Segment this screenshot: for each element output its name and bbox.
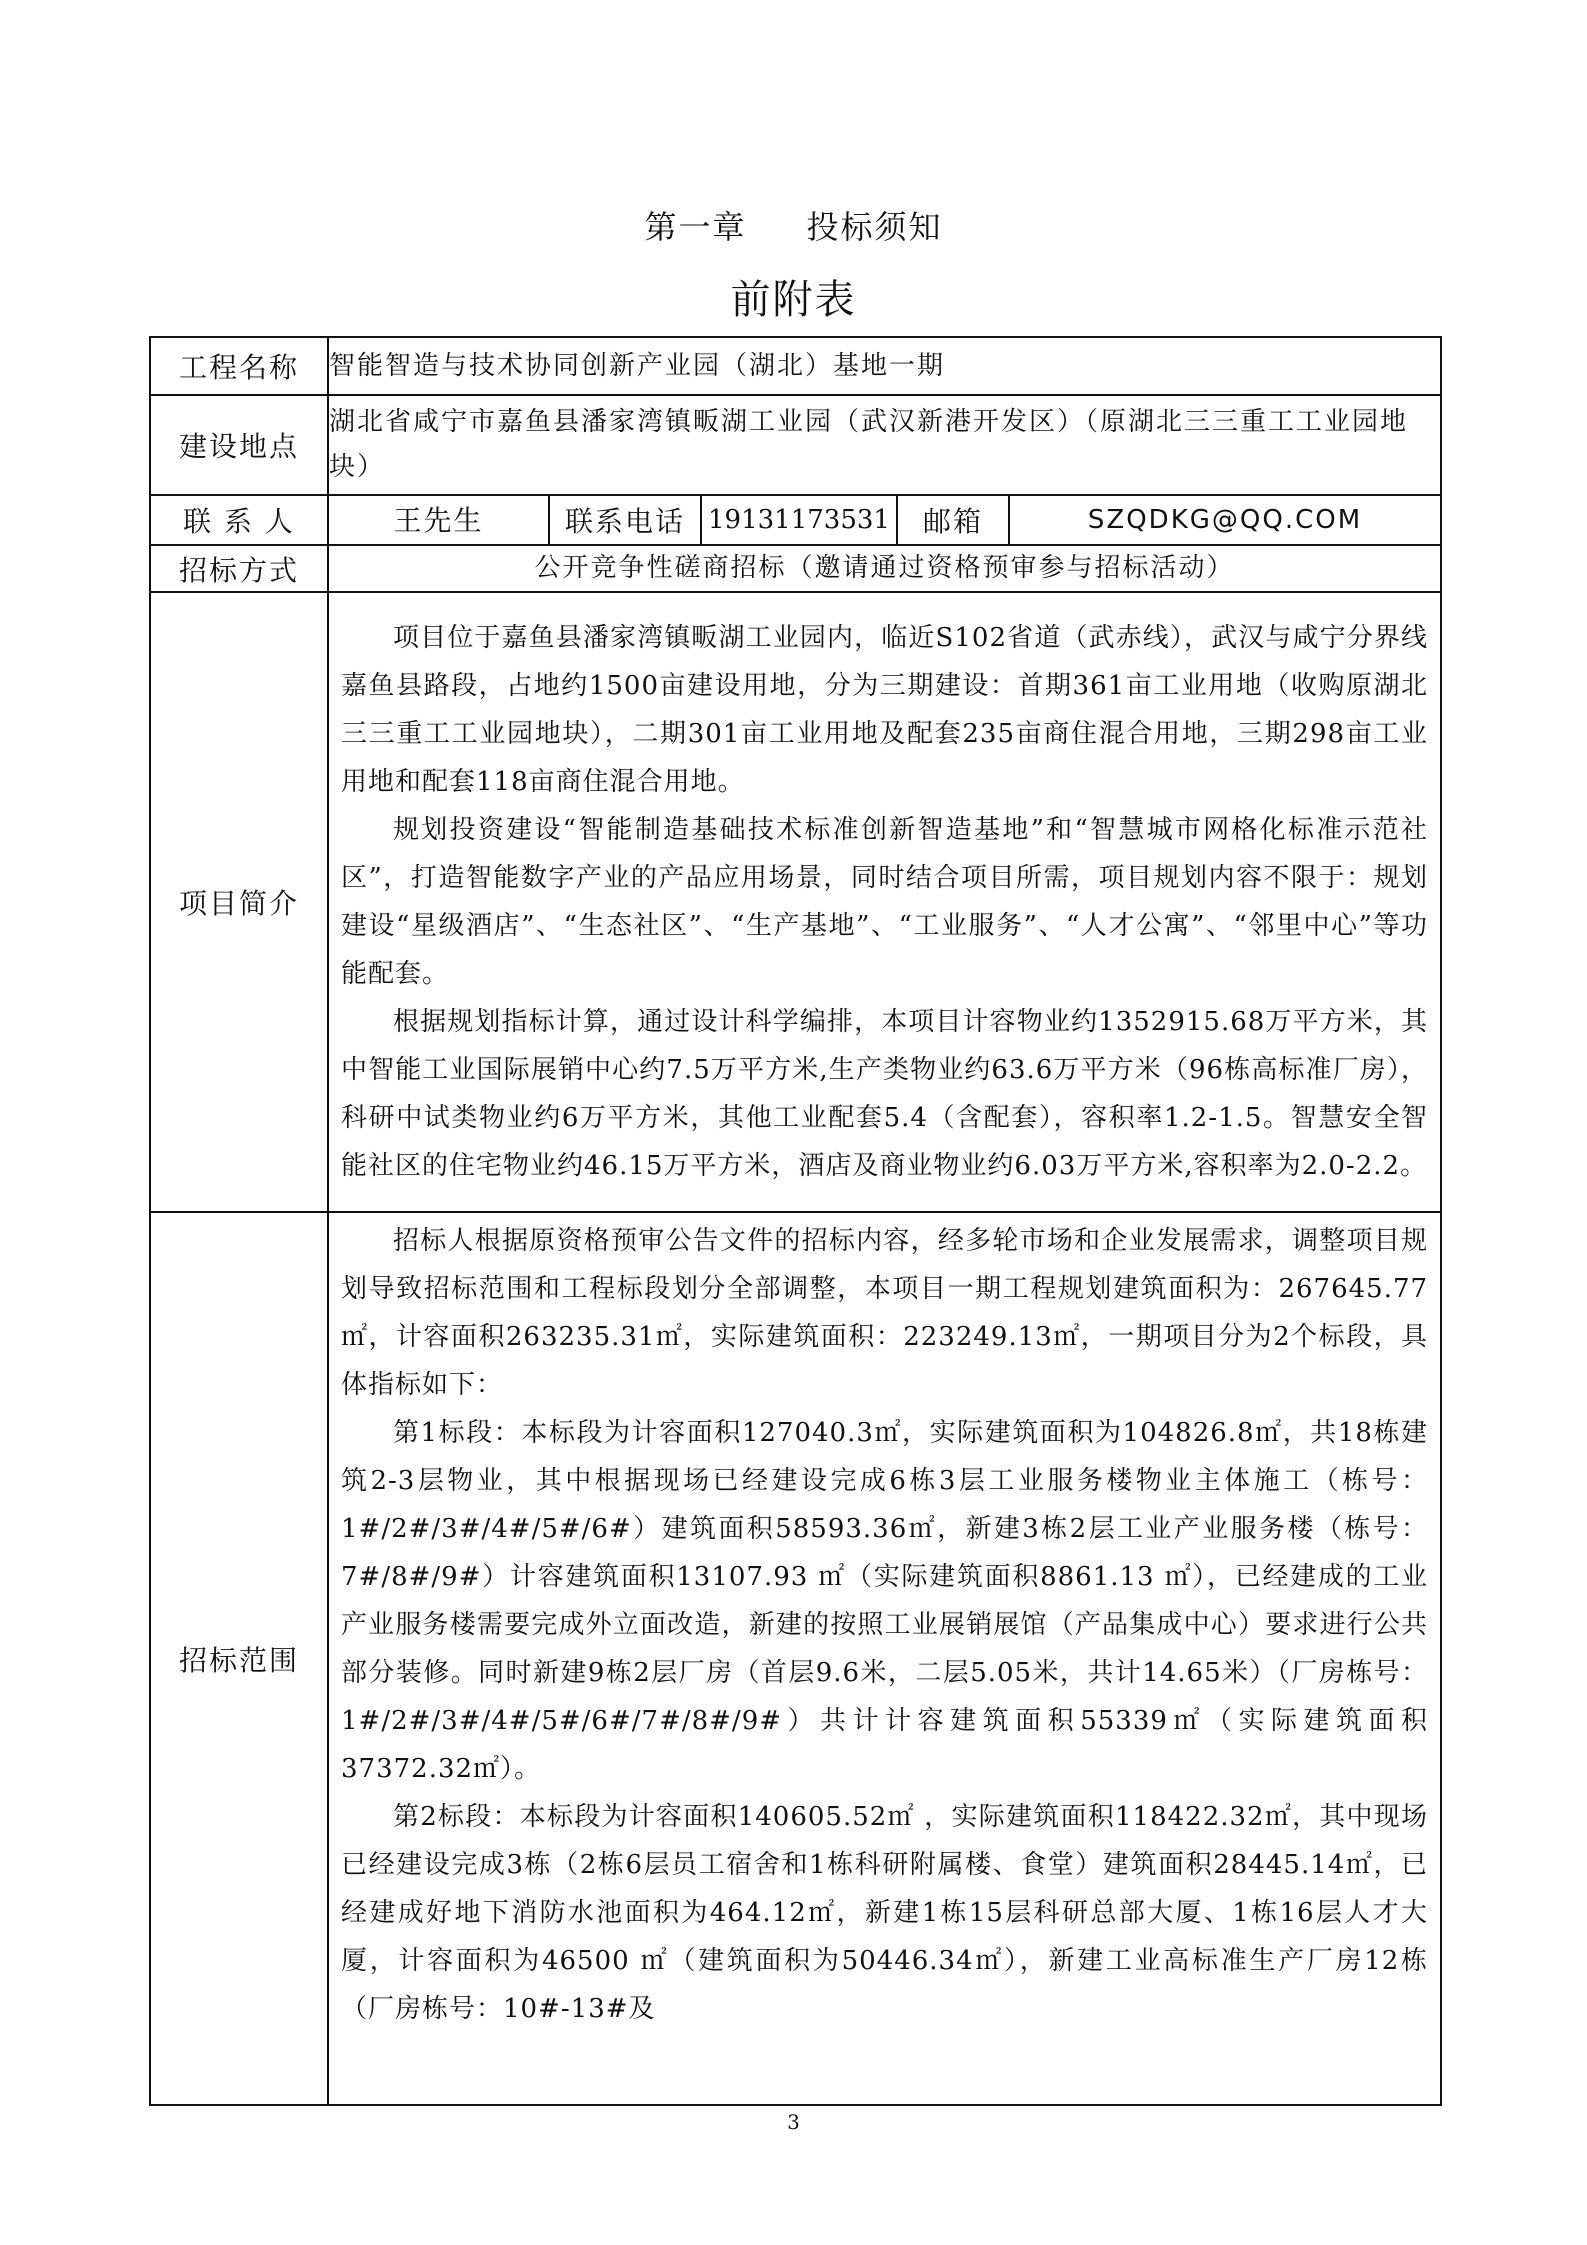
phone-value: 19131173531 <box>701 495 897 545</box>
scope-content <box>328 1212 1441 2105</box>
page-number: 3 <box>787 2110 800 2134</box>
method-value: 公开竞争性磋商招标（邀请通过资格预审参与招标活动） <box>328 545 1441 592</box>
method-label: 招标方式 <box>150 545 328 592</box>
row-project-name <box>150 337 1441 395</box>
page-subtitle: 前附表 <box>730 277 857 323</box>
project-name-value: 智能智造与技术协同创新产业园（湖北）基地一期 <box>328 337 1441 395</box>
row-contact <box>150 495 1441 545</box>
intro-label: 项目简介 <box>150 592 328 1212</box>
intro-paragraph: 项目位于嘉鱼县潘家湾镇畈湖工业园内，临近S102省道（武赤线），武汉与咸宁分界线嘉鱼县路段，占地约1500亩建设用地，分为三期建设：首期361亩工业用地（收购原湖北三三重工工业园地块），二期301亩工业用地及配套235亩商住混合用地，三期298亩工业用地和配套118亩商住混合用地。 <box>341 623 1429 797</box>
chapter-number: 第一章 <box>644 208 747 246</box>
intro-paragraph: 规划投资建设“智能制造基础技术标准创新智造基地”和“智慧城市网格化标准示范社区”，打造智能数字产业的产品应用场景，同时结合项目所需，项目规划内容不限于：规划建设“星级酒店”、“生态社区”、“生产基地”、“工业服务”、“人才公寓”、“邻里中心”等功能配套。 <box>341 815 1429 989</box>
chapter-title: 投标须知 <box>806 208 943 246</box>
location-label: 建设地点 <box>150 395 328 495</box>
project-name-label: 工程名称 <box>150 337 328 395</box>
intro-paragraph: 根据规划指标计算，通过设计科学编排，本项目计容物业约1352915.68万平方米，其中智能工业国际展销中心约7.5万平方米,生产类物业约63.6万平方米（96栋高标准厂房），科研中试类物业约6万平方米，其他工业配套5.4（含配套），容积率1.2-1.5。智慧安全智能社区的住宅物业约46.15万平方米，酒店及商业物业约6.03万平方米,容积率为2.0-2.2。 <box>341 1007 1429 1181</box>
scope-paragraph: 第1标段：本标段为计容面积127040.3㎡，实际建筑面积为104826.8㎡，共18栋建筑2-3层物业，其中根据现场已经建设完成6栋3层工业服务楼物业主体施工（栋号：1#/2#/3#/4#/5#/6#）建筑面积58593.36㎡，新建3栋2层工业产业服务楼（栋号：7#/8#/9#）计容建筑面积13107.93 ㎡（实际建筑面积8861.13 ㎡），已经建成的工业产业服务楼需要完成外立面改造，新建的按照工业展销展馆（产品集成中心）要求进行公共部分装修。同时新建9栋2层厂房（首层9.6米，二层5.05米，共计14.65米）（厂房栋号：1#/2#/3#/4#/5#/6#/7#/8#/9#）共计计容建筑面积55339㎡（实际建筑面积37372.32㎡）。 <box>341 1418 1429 1784</box>
contact-name: 王先生 <box>328 495 549 545</box>
phone-label: 联系电话 <box>549 495 701 545</box>
location-value: 湖北省咸宁市嘉鱼县潘家湾镇畈湖工业园（武汉新港开发区）（原湖北三三重工工业园地块） <box>328 395 1441 495</box>
row-intro <box>150 592 1441 1212</box>
row-location <box>150 395 1441 495</box>
contact-label: 联 系 人 <box>150 495 328 545</box>
row-scope <box>150 1212 1441 2105</box>
intro-content <box>328 592 1441 1212</box>
email-label: 邮箱 <box>897 495 1009 545</box>
scope-label: 招标范围 <box>150 1212 328 2105</box>
scope-paragraph: 招标人根据原资格预审公告文件的招标内容，经多轮市场和企业发展需求，调整项目规划导致招标范围和工程标段划分全部调整，本项目一期工程规划建筑面积为：267645.77㎡，计容面积263235.31㎡，实际建筑面积：223249.13㎡，一期项目分为2个标段，具体指标如下： <box>341 1226 1429 1400</box>
chapter-heading <box>0 202 1587 248</box>
bid-info-table <box>149 336 1442 2106</box>
email-value: SZQDKG@QQ.COM <box>1009 495 1441 545</box>
scope-paragraph: 第2标段：本标段为计容面积140605.52㎡ ，实际建筑面积118422.32㎡，其中现场已经建设完成3栋（2栋6层员工宿舍和1栋科研附属楼、食堂）建筑面积28445.14㎡，已经建成好地下消防水池面积为464.12㎡，新建1栋15层科研总部大厦、1栋16层人才大厦，计容面积为46500 ㎡（建筑面积为50446.34㎡），新建工业高标准生产厂房12栋（厂房栋号：10#-13#及 <box>341 1802 1429 2024</box>
row-method <box>150 545 1441 592</box>
